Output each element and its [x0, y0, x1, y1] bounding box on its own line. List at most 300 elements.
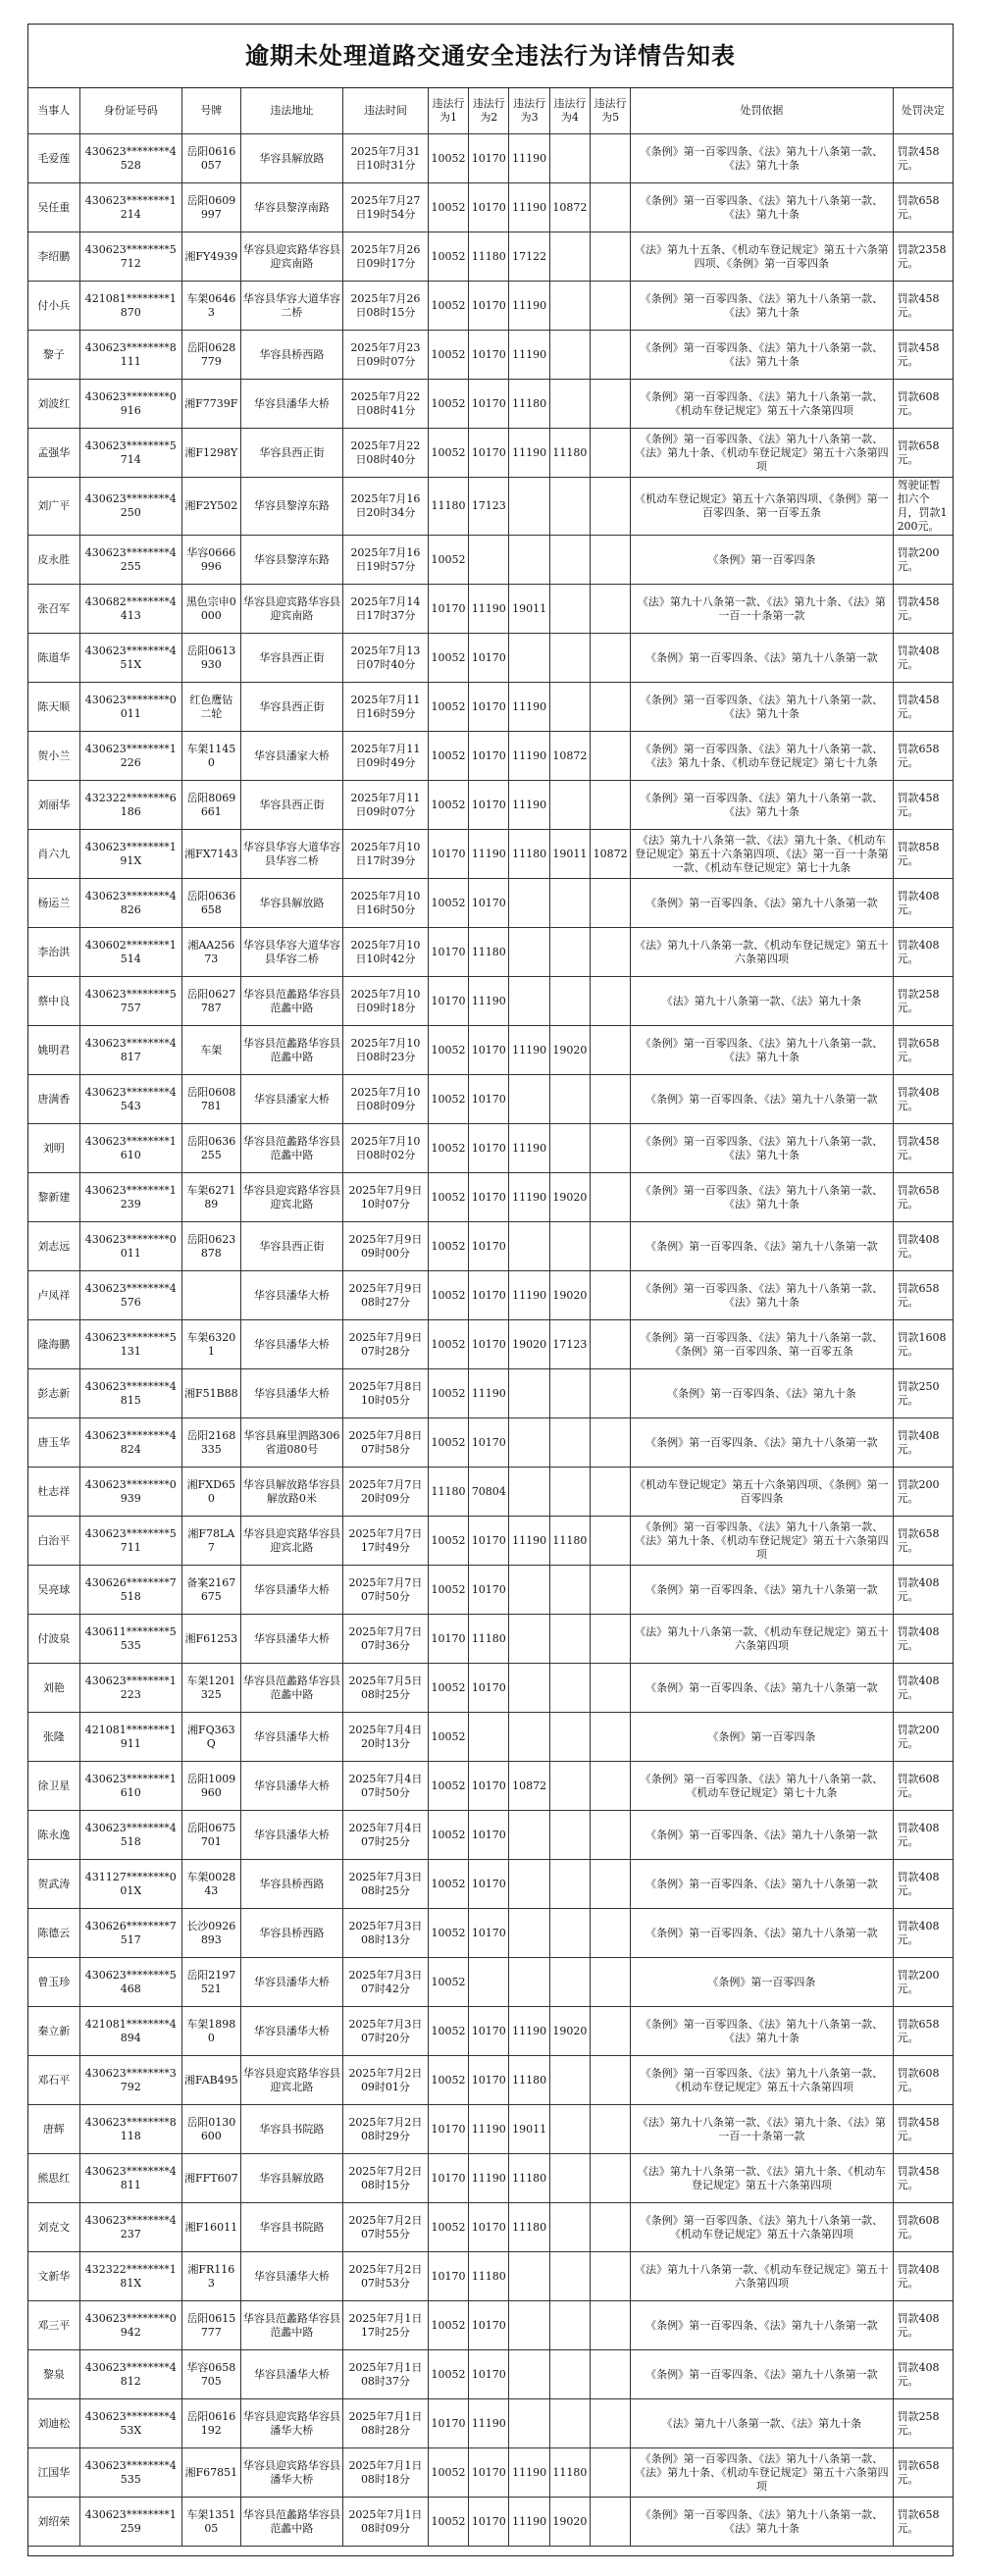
table-row: [28, 134, 953, 183]
violation-code-3-cell: 11190: [509, 1517, 549, 1566]
address-cell: 华容县潘华大桥: [240, 1762, 342, 1811]
violation-code-1-cell: 10170: [428, 2105, 468, 2154]
penalty-decision-cell: 罚款200元。: [893, 1958, 953, 2007]
time-cell: 2025年7月5日08时25分: [342, 1664, 428, 1713]
violation-code-5-cell: [591, 1369, 631, 1418]
address-cell: 华容县华容大道华容县华容二桥: [240, 928, 342, 977]
penalty-basis-cell: 《条例》第一百零四条: [631, 1958, 893, 2007]
violation-code-1-cell: 10052: [428, 634, 468, 683]
address-cell: 华容县书院路: [240, 2203, 342, 2252]
party-name-cell: 孟强华: [28, 429, 79, 478]
table-row: [28, 1418, 953, 1468]
violation-code-4-cell: [549, 879, 590, 928]
id-number-cell: 430623********5714: [79, 429, 181, 478]
violation-code-4-cell: [549, 2399, 590, 2448]
violation-code-3-cell: [509, 1909, 549, 1958]
penalty-basis-cell: 《条例》第一百零四条、《法》第九十八条第一款: [631, 1860, 893, 1909]
penalty-basis-cell: 《法》第九十八条第一款、《法》第九十条、《法》第一百一十条第一款: [631, 2105, 893, 2154]
penalty-basis-cell: 《条例》第一百零四条、《法》第九十八条第一款: [631, 1075, 893, 1124]
address-cell: 华容县西正街: [240, 429, 342, 478]
penalty-decision-cell: 罚款408元。: [893, 1615, 953, 1664]
violation-code-3-cell: [509, 1860, 549, 1909]
header-cell: 号牌: [181, 88, 240, 134]
violation-code-3-cell: 11190: [509, 683, 549, 732]
violation-code-5-cell: [591, 1075, 631, 1124]
id-number-cell: 430623********453X: [79, 2399, 181, 2448]
id-number-cell: 430623********3792: [79, 2056, 181, 2105]
id-number-cell: 430623********4815: [79, 1369, 181, 1418]
violation-code-3-cell: 19011: [509, 585, 549, 634]
address-cell: 华容县迎宾路华容县迎宾南路: [240, 232, 342, 282]
violation-code-2-cell: 10170: [469, 2448, 509, 2498]
penalty-basis-cell: 《条例》第一百零四条、《法》第九十八条第一款: [631, 1811, 893, 1860]
violation-code-1-cell: 10052: [428, 1124, 468, 1173]
penalty-decision-cell: 罚款658元。: [893, 2448, 953, 2498]
violation-code-5-cell: [591, 1320, 631, 1369]
penalty-basis-cell: 《法》第九十八条第一款、《法》第九十条: [631, 977, 893, 1026]
party-name-cell: 陈道华: [28, 634, 79, 683]
time-cell: 2025年7月22日08时40分: [342, 429, 428, 478]
id-number-cell: 430623********4812: [79, 2350, 181, 2399]
violation-code-4-cell: 10872: [549, 732, 590, 781]
id-number-cell: 430623********1610: [79, 1762, 181, 1811]
address-cell: 华容县潘华大桥: [240, 1369, 342, 1418]
violation-code-5-cell: [591, 1664, 631, 1713]
id-number-cell: 430623********0939: [79, 1468, 181, 1517]
header-cell: 当事人: [28, 88, 79, 134]
violation-code-1-cell: 10052: [428, 1271, 468, 1320]
violation-code-5-cell: [591, 183, 631, 232]
table-row: [28, 2105, 953, 2154]
violation-code-4-cell: [549, 928, 590, 977]
violation-code-4-cell: [549, 380, 590, 429]
penalty-basis-cell: 《条例》第一百零四条、《法》第九十八条第一款: [631, 634, 893, 683]
address-cell: 华容县范蠡路华容县范蠡中路: [240, 977, 342, 1026]
violation-code-5-cell: [591, 2350, 631, 2399]
id-number-cell: 430623********4826: [79, 879, 181, 928]
plate-cell: 车架63201: [181, 1320, 240, 1369]
violation-code-2-cell: 10170: [469, 183, 509, 232]
table-row: [28, 1173, 953, 1222]
party-name-cell: 卢凤祥: [28, 1271, 79, 1320]
violation-code-2-cell: 10170: [469, 634, 509, 683]
violation-code-5-cell: [591, 1124, 631, 1173]
table-row: [28, 2203, 953, 2252]
party-name-cell: 陈天顺: [28, 683, 79, 732]
violation-code-1-cell: 10052: [428, 1566, 468, 1615]
id-number-cell: 430623********5757: [79, 977, 181, 1026]
violation-code-3-cell: 11180: [509, 2056, 549, 2105]
violation-code-1-cell: 10052: [428, 2448, 468, 2498]
penalty-decision-cell: 罚款1608元。: [893, 1320, 953, 1369]
party-name-cell: 杨运兰: [28, 879, 79, 928]
violation-code-2-cell: 10170: [469, 1271, 509, 1320]
violation-code-5-cell: [591, 585, 631, 634]
address-cell: 华容县潘华大桥: [240, 1566, 342, 1615]
penalty-basis-cell: 《条例》第一百零四条、《法》第九十八条第一款、《法》第九十条、《机动车登记规定》第五十六条第四项: [631, 429, 893, 478]
violation-code-5-cell: [591, 2301, 631, 2350]
violation-code-4-cell: [549, 1418, 590, 1468]
violation-code-1-cell: 10052: [428, 134, 468, 183]
id-number-cell: 430623********4528: [79, 134, 181, 183]
plate-cell: 岳阳0636658: [181, 879, 240, 928]
violation-code-1-cell: 10052: [428, 1811, 468, 1860]
penalty-basis-cell: 《法》第九十八条第一款、《机动车登记规定》第五十六条第四项: [631, 2252, 893, 2301]
id-number-cell: 430623********1239: [79, 1173, 181, 1222]
violation-code-4-cell: [549, 781, 590, 830]
time-cell: 2025年7月3日08时13分: [342, 1909, 428, 1958]
party-name-cell: 唐辉: [28, 2105, 79, 2154]
id-number-cell: 430623********4237: [79, 2203, 181, 2252]
violation-code-1-cell: 10052: [428, 1320, 468, 1369]
violation-code-2-cell: 10170: [469, 2056, 509, 2105]
violation-code-1-cell: 11180: [428, 478, 468, 536]
plate-cell: 岳阳2197521: [181, 1958, 240, 2007]
plate-cell: 岳阳8069661: [181, 781, 240, 830]
address-cell: 华容县西正街: [240, 634, 342, 683]
violation-code-4-cell: [549, 1958, 590, 2007]
table-row: [28, 830, 953, 879]
address-cell: 华容县迎宾路华容县潘华大桥: [240, 2399, 342, 2448]
violation-code-5-cell: [591, 2007, 631, 2056]
violation-code-4-cell: [549, 1075, 590, 1124]
time-cell: 2025年7月1日08时37分: [342, 2350, 428, 2399]
violation-code-1-cell: 10052: [428, 1517, 468, 1566]
violation-code-3-cell: [509, 1468, 549, 1517]
penalty-basis-cell: 《机动车登记规定》第五十六条第四项、《条例》第一百零四条: [631, 1468, 893, 1517]
violation-code-4-cell: [549, 1909, 590, 1958]
violation-code-4-cell: [549, 977, 590, 1026]
violation-code-4-cell: [549, 634, 590, 683]
plate-cell: 华容0658705: [181, 2350, 240, 2399]
time-cell: 2025年7月3日07时42分: [342, 1958, 428, 2007]
table-row: [28, 1320, 953, 1369]
violation-code-2-cell: 17123: [469, 478, 509, 536]
party-name-cell: 吴任重: [28, 183, 79, 232]
penalty-decision-cell: 罚款200元。: [893, 536, 953, 585]
id-number-cell: 430623********0011: [79, 1222, 181, 1271]
penalty-decision-cell: 罚款658元。: [893, 1026, 953, 1075]
violation-code-3-cell: [509, 536, 549, 585]
violation-code-1-cell: 10052: [428, 1909, 468, 1958]
id-number-cell: 430623********4811: [79, 2154, 181, 2203]
violation-code-1-cell: 10170: [428, 585, 468, 634]
id-number-cell: 430623********4817: [79, 1026, 181, 1075]
plate-cell: 岳阳0628779: [181, 331, 240, 380]
party-name-cell: 刘克文: [28, 2203, 79, 2252]
party-name-cell: 曾玉珍: [28, 1958, 79, 2007]
violation-code-3-cell: 11190: [509, 1026, 549, 1075]
time-cell: 2025年7月27日19时54分: [342, 183, 428, 232]
table-row: [28, 331, 953, 380]
violation-code-4-cell: [549, 536, 590, 585]
plate-cell: 湘FXD650: [181, 1468, 240, 1517]
penalty-decision-cell: 罚款408元。: [893, 1909, 953, 1958]
time-cell: 2025年7月10日17时39分: [342, 830, 428, 879]
address-cell: 华容县解放路: [240, 2154, 342, 2203]
violation-code-2-cell: [469, 1958, 509, 2007]
violation-code-5-cell: [591, 2105, 631, 2154]
address-cell: 华容县范蠡路华容县范蠡中路: [240, 2498, 342, 2547]
violation-code-2-cell: 10170: [469, 683, 509, 732]
time-cell: 2025年7月31日10时31分: [342, 134, 428, 183]
table-row: [28, 1026, 953, 1075]
violation-code-5-cell: [591, 683, 631, 732]
penalty-basis-cell: 《条例》第一百零四条、《法》第九十八条第一款、《法》第九十条: [631, 1026, 893, 1075]
plate-cell: 长沙0926893: [181, 1909, 240, 1958]
address-cell: 华容县迎宾路华容县迎宾北路: [240, 2056, 342, 2105]
party-name-cell: 付小兵: [28, 282, 79, 331]
table-row: [28, 1271, 953, 1320]
violation-code-5-cell: [591, 1762, 631, 1811]
penalty-basis-cell: 《条例》第一百零四条、《法》第九十八条第一款、《法》第九十条: [631, 781, 893, 830]
violation-code-1-cell: 10052: [428, 183, 468, 232]
violation-code-1-cell: 10052: [428, 781, 468, 830]
address-cell: 华容县潘华大桥: [240, 2252, 342, 2301]
party-name-cell: 刘广平: [28, 478, 79, 536]
table-row: [28, 1664, 953, 1713]
violation-code-4-cell: [549, 2252, 590, 2301]
violation-code-2-cell: 10170: [469, 1909, 509, 1958]
violation-code-2-cell: 10170: [469, 1026, 509, 1075]
penalty-basis-cell: 《条例》第一百零四条、《法》第九十八条第一款、《法》第九十条: [631, 683, 893, 732]
id-number-cell: 430626********7517: [79, 1909, 181, 1958]
penalty-decision-cell: 罚款658元。: [893, 183, 953, 232]
id-number-cell: 431127********001X: [79, 1860, 181, 1909]
violation-code-1-cell: 10170: [428, 2399, 468, 2448]
address-cell: 华容县华容大道华容二桥: [240, 282, 342, 331]
violation-code-5-cell: [591, 2252, 631, 2301]
penalty-decision-cell: 罚款408元。: [893, 1418, 953, 1468]
violation-code-4-cell: [549, 2301, 590, 2350]
penalty-decision-cell: 罚款608元。: [893, 2056, 953, 2105]
table-row: [28, 2154, 953, 2203]
violation-code-4-cell: [549, 2154, 590, 2203]
time-cell: 2025年7月2日08时29分: [342, 2105, 428, 2154]
table-row: [28, 1713, 953, 1762]
violation-code-1-cell: 10052: [428, 331, 468, 380]
table-row: [28, 2399, 953, 2448]
address-cell: 华容县麻里泗路306省道080号: [240, 1418, 342, 1468]
violation-code-4-cell: [549, 282, 590, 331]
penalty-decision-cell: 罚款658元。: [893, 429, 953, 478]
violation-code-1-cell: 10170: [428, 2252, 468, 2301]
plate-cell: 车架18980: [181, 2007, 240, 2056]
address-cell: 华容县潘华大桥: [240, 1958, 342, 2007]
penalty-decision-cell: 罚款2358元。: [893, 232, 953, 282]
violation-code-2-cell: 10170: [469, 134, 509, 183]
time-cell: 2025年7月2日08时15分: [342, 2154, 428, 2203]
violation-code-2-cell: 10170: [469, 1762, 509, 1811]
page-title: 逾期未处理道路交通安全违法行为详情告知表: [28, 25, 953, 88]
id-number-cell: 430623********1610: [79, 1124, 181, 1173]
notice-sheet: [27, 24, 954, 2556]
table-header: [28, 88, 953, 134]
violation-code-4-cell: 19011: [549, 830, 590, 879]
violation-code-5-cell: [591, 1418, 631, 1468]
violation-code-4-cell: [549, 585, 590, 634]
penalty-decision-cell: 罚款658元。: [893, 1271, 953, 1320]
id-number-cell: 421081********1870: [79, 282, 181, 331]
violation-code-3-cell: [509, 478, 549, 536]
violation-code-2-cell: 11180: [469, 2252, 509, 2301]
penalty-decision-cell: 罚款200元。: [893, 1713, 953, 1762]
time-cell: 2025年7月4日07时25分: [342, 1811, 428, 1860]
id-number-cell: 430623********5131: [79, 1320, 181, 1369]
penalty-decision-cell: 罚款408元。: [893, 1075, 953, 1124]
time-cell: 2025年7月4日07时50分: [342, 1762, 428, 1811]
party-name-cell: 邓石平: [28, 2056, 79, 2105]
violation-code-3-cell: 11190: [509, 1124, 549, 1173]
violation-code-3-cell: 11190: [509, 1271, 549, 1320]
penalty-basis-cell: 《法》第九十八条第一款、《法》第九十条、《法》第一百一十条第一款: [631, 585, 893, 634]
plate-cell: 岳阳1009960: [181, 1762, 240, 1811]
table-row: [28, 1075, 953, 1124]
party-name-cell: 唐玉华: [28, 1418, 79, 1468]
party-name-cell: 刘波红: [28, 380, 79, 429]
table-row: [28, 380, 953, 429]
violation-code-1-cell: 10052: [428, 380, 468, 429]
id-number-cell: 430623********451X: [79, 634, 181, 683]
penalty-basis-cell: 《条例》第一百零四条: [631, 1713, 893, 1762]
party-name-cell: 刘迪松: [28, 2399, 79, 2448]
id-number-cell: 430623********4535: [79, 2448, 181, 2498]
violation-code-2-cell: [469, 1713, 509, 1762]
id-number-cell: 430623********4518: [79, 1811, 181, 1860]
violation-code-4-cell: 19020: [549, 2007, 590, 2056]
penalty-basis-cell: 《条例》第一百零四条、《法》第九十八条第一款、《法》第九十条、《机动车登记规定》第五十六条第四项: [631, 2448, 893, 2498]
header-cell: 违法地址: [240, 88, 342, 134]
violation-code-3-cell: 11190: [509, 2448, 549, 2498]
address-cell: 华容县西正街: [240, 1222, 342, 1271]
time-cell: 2025年7月7日07时50分: [342, 1566, 428, 1615]
violation-code-1-cell: 10052: [428, 536, 468, 585]
time-cell: 2025年7月2日07时55分: [342, 2203, 428, 2252]
time-cell: 2025年7月3日08时25分: [342, 1860, 428, 1909]
address-cell: 华容县潘华大桥: [240, 2350, 342, 2399]
time-cell: 2025年7月10日08时09分: [342, 1075, 428, 1124]
time-cell: 2025年7月7日20时09分: [342, 1468, 428, 1517]
violation-code-5-cell: [591, 634, 631, 683]
violation-code-5-cell: [591, 1566, 631, 1615]
plate-cell: 湘FFT607: [181, 2154, 240, 2203]
penalty-basis-cell: 《条例》第一百零四条、《法》第九十八条第一款: [631, 1664, 893, 1713]
violation-code-2-cell: 10170: [469, 1320, 509, 1369]
id-number-cell: 430623********4250: [79, 478, 181, 536]
address-cell: 华容县范蠡路华容县范蠡中路: [240, 1664, 342, 1713]
time-cell: 2025年7月10日08时02分: [342, 1124, 428, 1173]
plate-cell: 车架002843: [181, 1860, 240, 1909]
penalty-basis-cell: 《条例》第一百零四条、《法》第九十八条第一款、《法》第九十条: [631, 282, 893, 331]
violation-code-3-cell: [509, 1664, 549, 1713]
header-cell: 违法行为3: [509, 88, 549, 134]
time-cell: 2025年7月9日09时00分: [342, 1222, 428, 1271]
violation-code-3-cell: 11190: [509, 781, 549, 830]
party-name-cell: 杜志祥: [28, 1468, 79, 1517]
time-cell: 2025年7月16日19时57分: [342, 536, 428, 585]
party-name-cell: 皮永胜: [28, 536, 79, 585]
penalty-decision-cell: 罚款458元。: [893, 1124, 953, 1173]
party-name-cell: 陈永逸: [28, 1811, 79, 1860]
penalty-decision-cell: 罚款408元。: [893, 879, 953, 928]
penalty-basis-cell: 《条例》第一百零四条、《法》第九十八条第一款: [631, 1222, 893, 1271]
time-cell: 2025年7月23日09时07分: [342, 331, 428, 380]
plate-cell: 湘FR1163: [181, 2252, 240, 2301]
address-cell: 华容县潘华大桥: [240, 1320, 342, 1369]
plate-cell: 湘F2Y502: [181, 478, 240, 536]
violation-code-5-cell: [591, 1468, 631, 1517]
time-cell: 2025年7月26日08时15分: [342, 282, 428, 331]
violation-code-3-cell: 11190: [509, 183, 549, 232]
id-number-cell: 430623********8111: [79, 331, 181, 380]
violation-code-1-cell: 10052: [428, 879, 468, 928]
plate-cell: 备案2167675: [181, 1566, 240, 1615]
penalty-basis-cell: 《条例》第一百零四条、《法》第九十八条第一款、《机动车登记规定》第五十六条第四项: [631, 2056, 893, 2105]
header-cell: 违法行为5: [591, 88, 631, 134]
address-cell: 华容县潘华大桥: [240, 1713, 342, 1762]
violation-code-3-cell: 11180: [509, 830, 549, 879]
table-row: [28, 1811, 953, 1860]
time-cell: 2025年7月10日08时23分: [342, 1026, 428, 1075]
party-name-cell: 李绍鹏: [28, 232, 79, 282]
plate-cell: 湘FQ363Q: [181, 1713, 240, 1762]
id-number-cell: 430623********0011: [79, 683, 181, 732]
violation-code-2-cell: 11190: [469, 830, 509, 879]
penalty-decision-cell: 罚款458元。: [893, 2105, 953, 2154]
violation-code-2-cell: 10170: [469, 1124, 509, 1173]
id-number-cell: 430623********4543: [79, 1075, 181, 1124]
violation-code-4-cell: 19020: [549, 1173, 590, 1222]
id-number-cell: 430623********1226: [79, 732, 181, 781]
party-name-cell: 张隆: [28, 1713, 79, 1762]
penalty-basis-cell: 《条例》第一百零四条、《法》第九十八条第一款、《条例》第一百零四条、第一百零五条: [631, 1320, 893, 1369]
violation-code-5-cell: [591, 1517, 631, 1566]
id-number-cell: 430623********8118: [79, 2105, 181, 2154]
penalty-decision-cell: 罚款408元。: [893, 1811, 953, 1860]
violation-code-1-cell: 10052: [428, 2203, 468, 2252]
time-cell: 2025年7月14日17时37分: [342, 585, 428, 634]
plate-cell: 车架06463: [181, 282, 240, 331]
time-cell: 2025年7月7日07时36分: [342, 1615, 428, 1664]
violation-code-4-cell: [549, 2350, 590, 2399]
time-cell: 2025年7月11日09时07分: [342, 781, 428, 830]
violation-code-1-cell: 10052: [428, 1713, 468, 1762]
plate-cell: 湘F78LA7: [181, 1517, 240, 1566]
table-row: [28, 2301, 953, 2350]
party-name-cell: 文新华: [28, 2252, 79, 2301]
violation-code-4-cell: [549, 478, 590, 536]
address-cell: 华容县解放路: [240, 134, 342, 183]
violation-code-5-cell: [591, 1222, 631, 1271]
violation-code-1-cell: 10170: [428, 977, 468, 1026]
violation-code-4-cell: [549, 1811, 590, 1860]
time-cell: 2025年7月10日09时18分: [342, 977, 428, 1026]
violation-code-1-cell: 10052: [428, 1664, 468, 1713]
id-number-cell: 430623********4824: [79, 1418, 181, 1468]
violation-code-3-cell: [509, 1811, 549, 1860]
violation-code-3-cell: [509, 2399, 549, 2448]
violation-code-5-cell: [591, 282, 631, 331]
address-cell: 华容县迎宾路华容县迎宾北路: [240, 1173, 342, 1222]
id-number-cell: 430623********5711: [79, 1517, 181, 1566]
violation-code-3-cell: 19011: [509, 2105, 549, 2154]
violation-code-2-cell: 10170: [469, 1517, 509, 1566]
header-cell: 违法行为4: [549, 88, 590, 134]
violation-code-3-cell: [509, 2252, 549, 2301]
party-name-cell: 江国华: [28, 2448, 79, 2498]
violation-code-4-cell: [549, 1222, 590, 1271]
violation-code-5-cell: [591, 732, 631, 781]
